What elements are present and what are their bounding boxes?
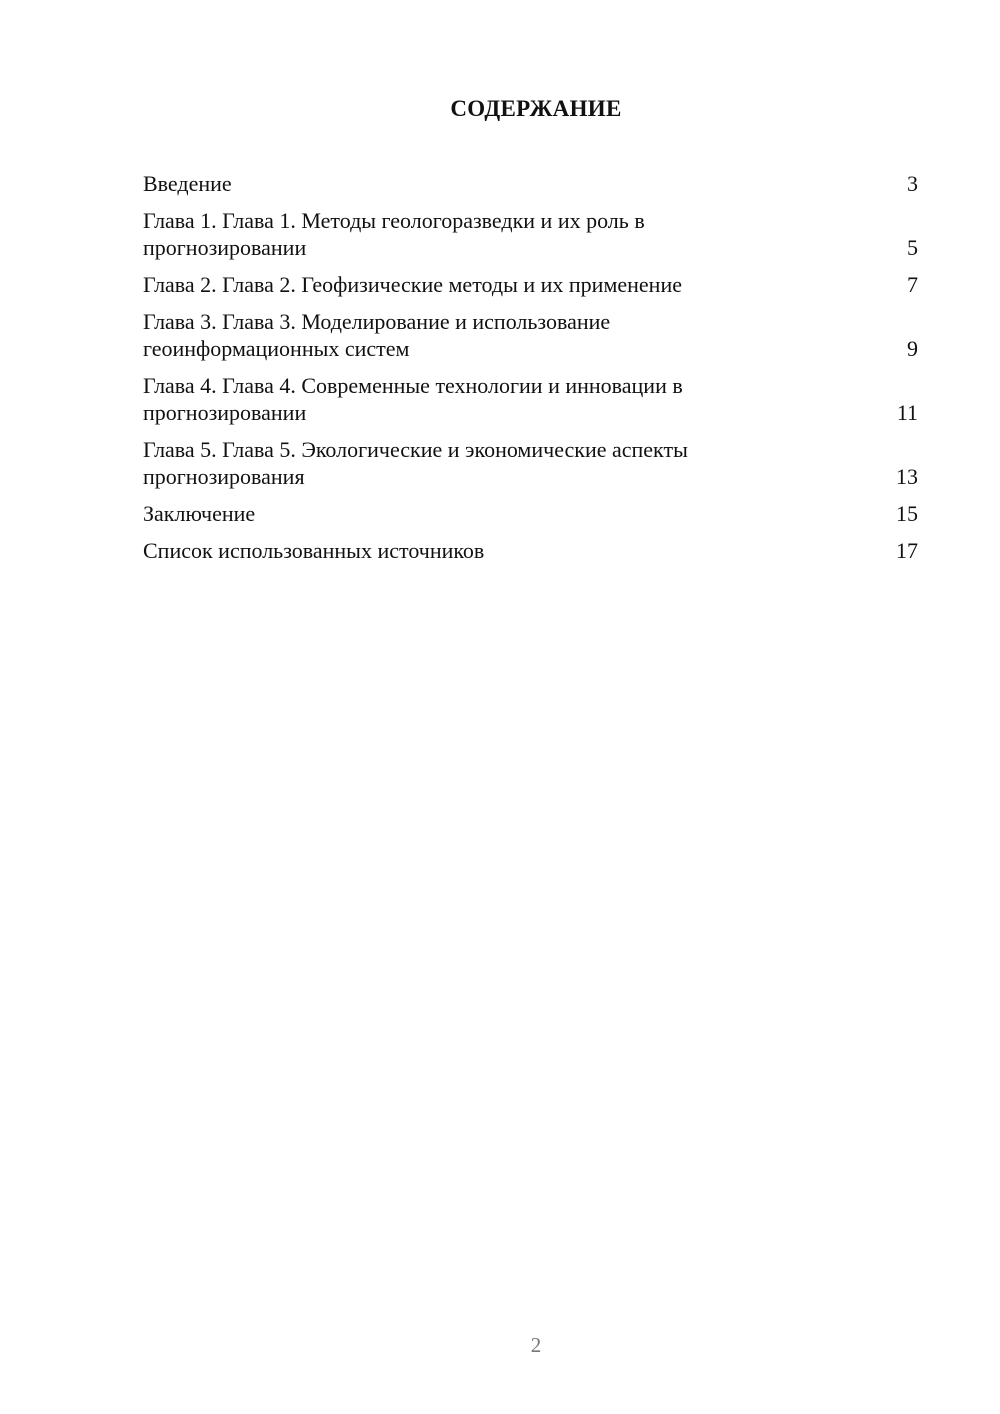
toc-entry-title: Глава 3. Глава 3. Моделирование и использование геоинформационных систем — [143, 309, 611, 361]
toc-entry-title: Глава 2. Глава 2. Геофизические методы и их применение — [143, 272, 682, 297]
toc-entry-chapter-4 — [143, 372, 918, 426]
toc-entry-page: 7 — [907, 272, 918, 297]
toc-entry-page: 3 — [907, 171, 918, 196]
toc-entry-chapter-3 — [143, 308, 918, 362]
toc-entry-page: 9 — [907, 336, 918, 361]
toc-entry-title: Заключение — [143, 501, 256, 526]
toc-entry-chapter-2 — [143, 271, 918, 298]
toc-entry-page: 5 — [907, 235, 918, 260]
toc-entry-references — [143, 537, 918, 564]
toc-entry-page: 13 — [896, 464, 918, 489]
toc-entry-conclusion — [143, 500, 918, 527]
toc-entry-title: Глава 1. Глава 1. Методы геологоразведки и их роль в прогнозировании — [143, 208, 645, 260]
toc-entry-title: Глава 5. Глава 5. Экологические и экономические аспекты прогнозирования — [143, 437, 688, 489]
toc-entry-title: Список использованных источников — [143, 538, 485, 563]
toc-entry-title: Введение — [143, 171, 232, 196]
toc-entry-chapter-1 — [143, 207, 918, 261]
page-number: 2 — [530, 1333, 542, 1357]
toc-entry-page: 17 — [896, 538, 918, 563]
toc-entry-page: 15 — [896, 501, 918, 526]
table-of-contents — [143, 170, 918, 574]
toc-entry-introduction — [143, 170, 918, 197]
toc-heading: СОДЕРЖАНИЕ — [450, 96, 622, 121]
toc-entry-page: 11 — [896, 400, 918, 425]
toc-entry-title: Глава 4. Глава 4. Современные технологии и инновации в прогнозировании — [143, 373, 683, 425]
toc-entry-chapter-5 — [143, 436, 918, 490]
